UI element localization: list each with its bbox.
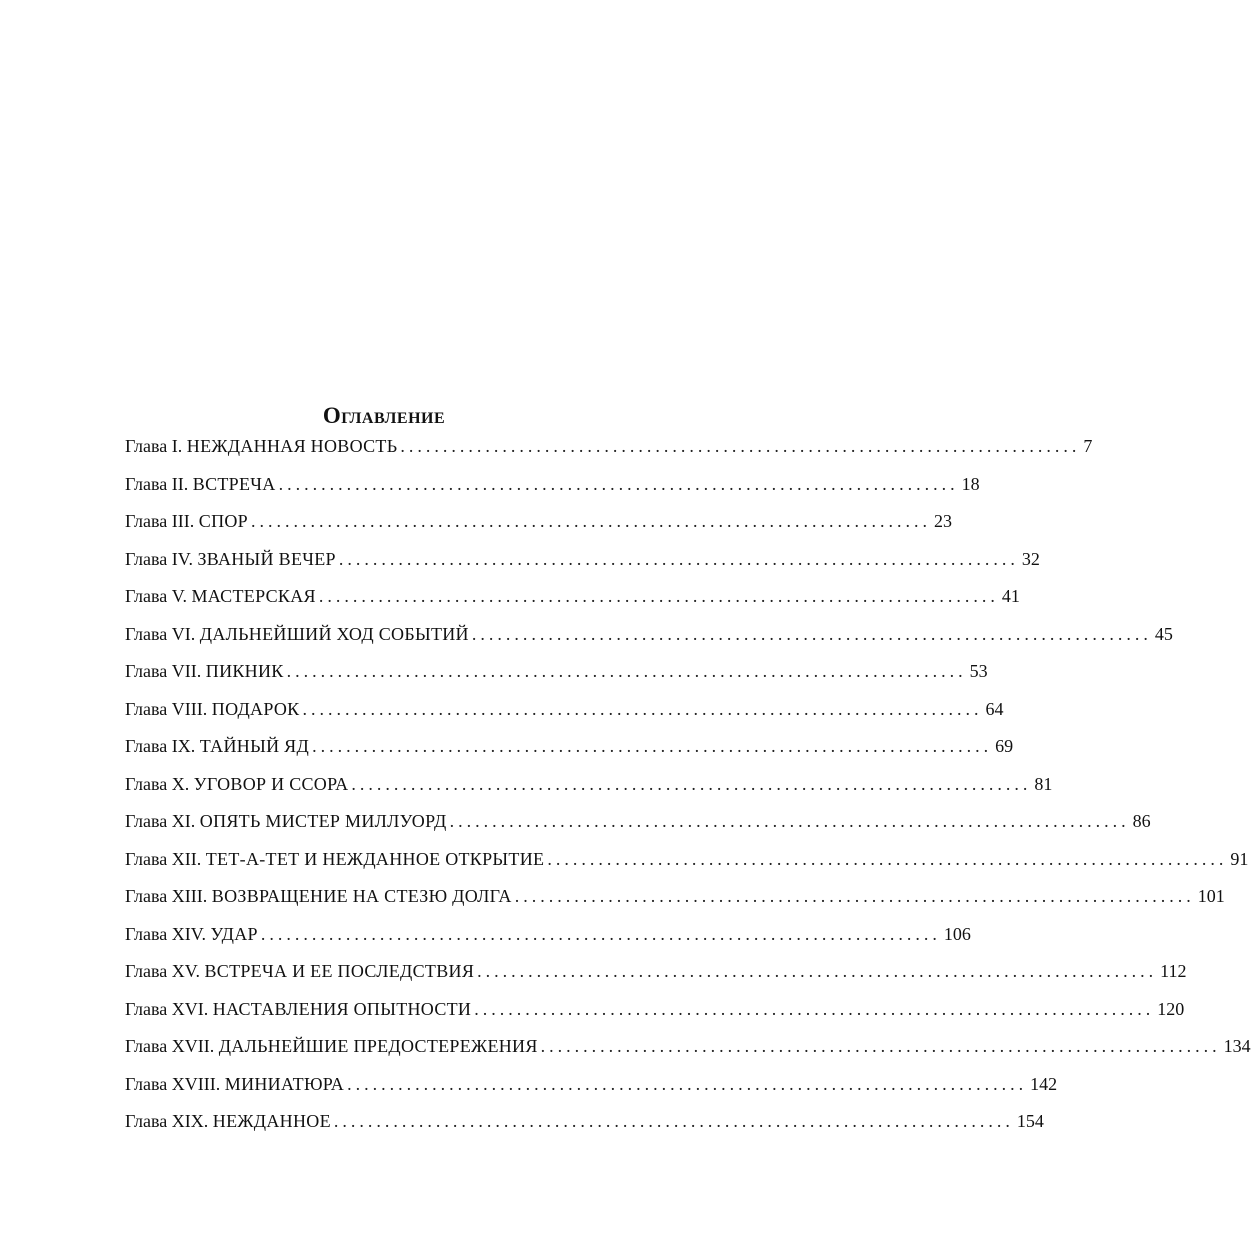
chapter-number: Глава VI. <box>125 623 196 644</box>
page-number: 18 <box>961 473 980 494</box>
toc-entry[interactable] <box>125 623 1173 662</box>
dot-leader: ................................................................................ <box>474 998 1155 1019</box>
chapter-number: Глава XIX. <box>125 1111 209 1131</box>
dot-leader: ................................................................................ <box>347 1073 1028 1094</box>
page-number: 32 <box>1021 548 1040 569</box>
toc-entry[interactable] <box>125 998 1185 1037</box>
chapter-title: ОПЯТЬ МИСТЕР МИЛЛУОРД <box>199 811 447 831</box>
dot-leader: ................................................................................ <box>449 811 1130 831</box>
chapter-title: ВСТРЕЧА И ЕЕ ПОСЛЕДСТВИЯ <box>204 961 475 981</box>
chapter-number: Глава V. <box>125 586 187 606</box>
chapter-title: ДАЛЬНЕЙШИЕ ПРЕДОСТЕРЕЖЕНИЯ <box>218 1036 538 1056</box>
dot-leader: ................................................................................ <box>260 923 941 944</box>
page-number: 23 <box>933 511 952 531</box>
toc-entry[interactable] <box>125 773 1053 812</box>
chapter-number: Глава III. <box>125 511 195 531</box>
chapter-number: Глава VIII. <box>125 698 208 719</box>
chapter-title: ВОЗВРАЩЕНИЕ НА СТЕЗЮ ДОЛГА <box>211 886 512 906</box>
chapter-title: УГОВОР И ССОРА <box>193 773 349 794</box>
dot-leader: ................................................................................ <box>302 698 983 719</box>
toc-entry[interactable] <box>125 961 1187 999</box>
chapter-number: Глава X. <box>125 773 190 794</box>
dot-leader: ................................................................................ <box>333 1111 1014 1131</box>
chapter-number: Глава VII. <box>125 661 202 681</box>
chapter-number: Глава XVIII. <box>125 1073 221 1094</box>
dot-leader: ................................................................................ <box>278 473 959 494</box>
dot-leader: ................................................................................ <box>547 848 1228 869</box>
chapter-title: ПИКНИК <box>205 661 284 681</box>
table-of-contents <box>125 436 1251 1149</box>
page-number: 81 <box>1034 773 1053 794</box>
chapter-number: Глава XV. <box>125 961 200 981</box>
dot-leader: ................................................................................ <box>250 511 931 531</box>
toc-entry[interactable] <box>125 473 980 512</box>
dot-leader: ................................................................................ <box>400 436 1081 456</box>
chapter-number: Глава XIV. <box>125 923 206 944</box>
toc-entry[interactable] <box>125 1036 1251 1074</box>
toc-entry[interactable] <box>125 811 1151 849</box>
page-number: 45 <box>1154 623 1173 644</box>
chapter-number: Глава XVII. <box>125 1036 215 1056</box>
page-number: 69 <box>995 736 1014 756</box>
dot-leader: ................................................................................ <box>318 586 999 606</box>
chapter-title: МИНИАТЮРА <box>224 1073 345 1094</box>
chapter-title: ПОДАРОК <box>211 698 300 719</box>
dot-leader: ................................................................................ <box>471 623 1152 644</box>
page-number: 112 <box>1160 961 1187 981</box>
page-number: 134 <box>1223 1036 1251 1056</box>
page-number: 106 <box>943 923 971 944</box>
page-number: 86 <box>1132 811 1151 831</box>
toc-entry[interactable] <box>125 886 1225 924</box>
page-number: 154 <box>1016 1111 1044 1131</box>
toc-entry[interactable] <box>125 661 988 699</box>
toc-entry[interactable] <box>125 1073 1058 1112</box>
page-number: 7 <box>1083 436 1093 456</box>
chapter-title: ТАЙНЫЙ ЯД <box>199 736 310 756</box>
page-number: 53 <box>969 661 988 681</box>
toc-entry[interactable] <box>125 923 971 962</box>
chapter-title: НАСТАВЛЕНИЯ ОПЫТНОСТИ <box>212 998 472 1019</box>
chapter-title: ВСТРЕЧА <box>192 473 276 494</box>
chapter-number: Глава IX. <box>125 736 196 756</box>
chapter-title: ДАЛЬНЕЙШИЙ ХОД СОБЫТИЙ <box>199 623 469 644</box>
toc-entry[interactable] <box>125 848 1249 887</box>
dot-leader: ................................................................................ <box>351 773 1032 794</box>
dot-leader: ................................................................................ <box>540 1036 1221 1056</box>
chapter-title: НЕЖДАННОЕ <box>212 1111 331 1131</box>
chapter-number: Глава XIII. <box>125 886 208 906</box>
chapter-title: МАСТЕРСКАЯ <box>191 586 316 606</box>
chapter-title: НЕЖДАННАЯ НОВОСТЬ <box>186 436 398 456</box>
chapter-title: ЗВАНЫЙ ВЕЧЕР <box>197 548 336 569</box>
chapter-number: Глава I. <box>125 436 183 456</box>
page-number: 91 <box>1230 848 1249 869</box>
toc-entry[interactable] <box>125 736 1014 774</box>
dot-leader: ................................................................................ <box>312 736 993 756</box>
chapter-number: Глава II. <box>125 473 189 494</box>
chapter-title: ТЕТ-А-ТЕТ И НЕЖДАННОЕ ОТКРЫТИЕ <box>205 848 545 869</box>
dot-leader: ................................................................................ <box>477 961 1158 981</box>
dot-leader: ................................................................................ <box>514 886 1195 906</box>
chapter-title: УДАР <box>210 923 258 944</box>
chapter-number: Глава XVI. <box>125 998 209 1019</box>
dot-leader: ................................................................................ <box>286 661 967 681</box>
page-title: Оглавление <box>322 403 446 429</box>
chapter-number: Глава IV. <box>125 548 193 569</box>
toc-entry[interactable] <box>125 698 1004 737</box>
chapter-title: СПОР <box>198 511 248 531</box>
page-number: 101 <box>1197 886 1225 906</box>
toc-entry[interactable] <box>125 511 952 549</box>
toc-entry[interactable] <box>125 548 1040 587</box>
toc-entry[interactable] <box>125 1111 1044 1149</box>
page-number: 41 <box>1001 586 1020 606</box>
page-number: 64 <box>985 698 1004 719</box>
page-number: 142 <box>1030 1073 1058 1094</box>
dot-leader: ................................................................................ <box>338 548 1019 569</box>
chapter-number: Глава XI. <box>125 811 196 831</box>
page-number: 120 <box>1157 998 1185 1019</box>
toc-entry[interactable] <box>125 436 1093 474</box>
chapter-number: Глава XII. <box>125 848 202 869</box>
toc-entry[interactable] <box>125 586 1020 624</box>
